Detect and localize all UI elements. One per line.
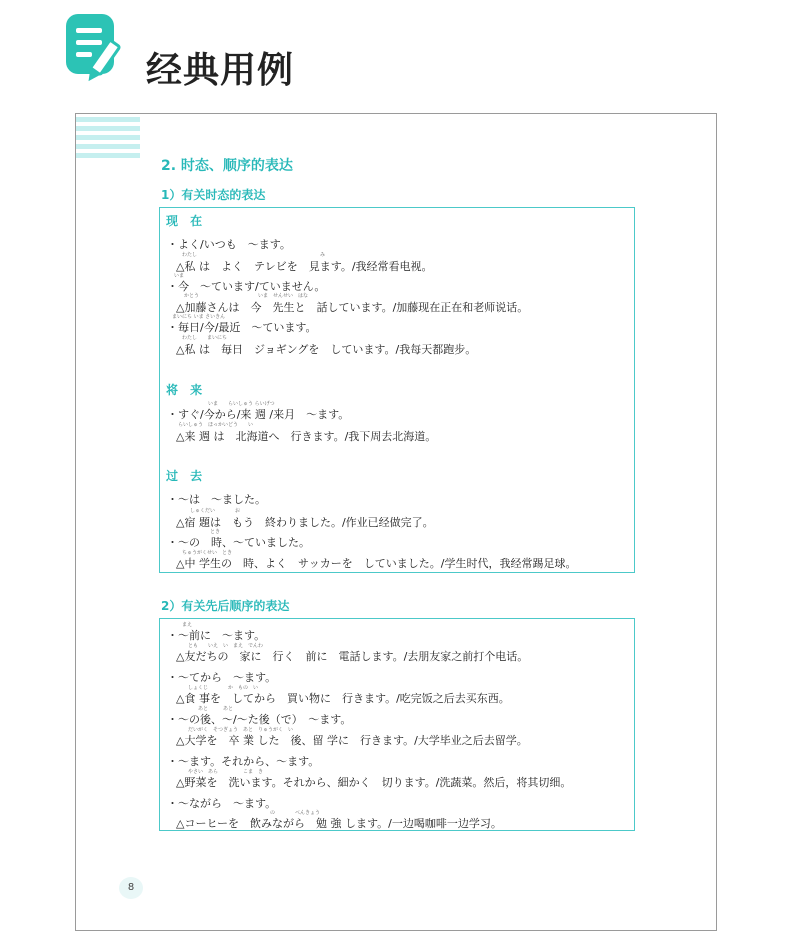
pattern-line: ・～ながら ～ます。 — [167, 797, 277, 810]
example-line: △私 は よく テレビを 見ます。/我经常看电视。 — [176, 260, 433, 273]
ruby-text: まいにち いま さいきん — [172, 314, 226, 320]
ruby-text: いま — [174, 273, 185, 279]
order-box — [159, 618, 635, 831]
example-line: △友だちの 家に 行く 前に 電話します。/去朋友家之前打个电话。 — [176, 650, 529, 663]
pattern-line: ・毎日/今/最近 ～ています。 — [167, 321, 317, 334]
example-line: △来 週 は 北海道へ 行きます。/我下周去北海道。 — [176, 430, 437, 443]
ruby-text: ちゅうがくせい とき — [182, 550, 233, 556]
ruby-text: いま せんせい はな — [258, 293, 309, 299]
tense-box — [159, 207, 635, 573]
ruby-text: かとう — [184, 293, 200, 299]
ruby-text: しょくじ か もの い — [188, 685, 259, 691]
example-line: △中 学生の 時、よく サッカーを していました。/学生时代，我经常踢足球。 — [176, 557, 577, 570]
pattern-line: ・～ます。それから、～ます。 — [167, 755, 320, 768]
ruby-text: まえ — [182, 622, 193, 628]
example-line: △私 は 毎日 ジョギングを しています。/我每天都跑步。 — [176, 343, 477, 356]
ruby-text: あと あと — [198, 706, 234, 712]
pattern-line: ・～前に ～ます。 — [167, 629, 266, 642]
ruby-text: の べんきょう — [270, 810, 321, 816]
ruby-text: しゅくだい お — [190, 508, 241, 514]
ruby-text: わたし まいにち — [182, 335, 228, 341]
ruby-text: み — [320, 252, 326, 258]
decorative-stripes — [76, 117, 140, 167]
ruby-text: いま らいしゅう らいげつ — [208, 401, 275, 407]
category-present: 现 在 — [166, 214, 207, 228]
page-header-title: 经典用例 — [146, 50, 295, 91]
ruby-text: とき — [210, 529, 221, 535]
pattern-line: ・よく/いつも ～ます。 — [167, 238, 291, 251]
pattern-line: ・今 ～ています/ていません。 — [167, 280, 326, 293]
pattern-line: ・～の後、～/～た後（で） ～ます。 — [167, 713, 352, 726]
ruby-text: らいしゅう ほっかいどう い — [178, 422, 254, 428]
pattern-line: ・～てから ～ます。 — [167, 671, 277, 684]
example-line: △大学を 卒 業 した 後、留 学に 行きます。/大学毕业之后去留学。 — [176, 734, 528, 747]
pattern-line: ・～の 時、～ていました。 — [167, 536, 310, 549]
pattern-line: ・すぐ/今から/来 週 /来月 ～ます。 — [167, 408, 350, 421]
subsection-title-order: 2）有关先后顺序的表达 — [161, 599, 290, 613]
example-line: △野菜を 洗います。それから、細かく 切ります。/洗蔬菜。然后，将其切细。 — [176, 776, 572, 789]
example-line: △宿 題は もう 終わりました。/作业已经做完了。 — [176, 516, 434, 529]
ruby-text: だいがく そつぎょう あと りゅうがく い — [188, 727, 294, 733]
example-line: △コーヒーを 飲みながら 勉 強 します。/一边喝咖啡一边学习。 — [176, 817, 502, 830]
pattern-line: ・～は ～ました。 — [167, 493, 266, 506]
category-past: 过 去 — [166, 469, 207, 483]
ruby-text: とも いえ い まえ でんわ — [188, 643, 264, 649]
subsection-title-tense: 1）有关时态的表达 — [161, 188, 266, 202]
ruby-text: やさい あら こま き — [188, 769, 264, 775]
example-line: △食 事を してから 買い物に 行きます。/吃完饭之后去买东西。 — [176, 692, 510, 705]
category-future: 将 来 — [166, 383, 207, 397]
example-line: △加藤さんは 今 先生と 話しています。/加藤现在正在和老师说话。 — [176, 301, 529, 314]
ruby-text: わたし — [182, 252, 198, 258]
section-title: 2. 时态、顺序的表达 — [161, 158, 293, 174]
page-number: 8 — [119, 877, 143, 899]
notes-pencil-icon — [62, 10, 136, 84]
